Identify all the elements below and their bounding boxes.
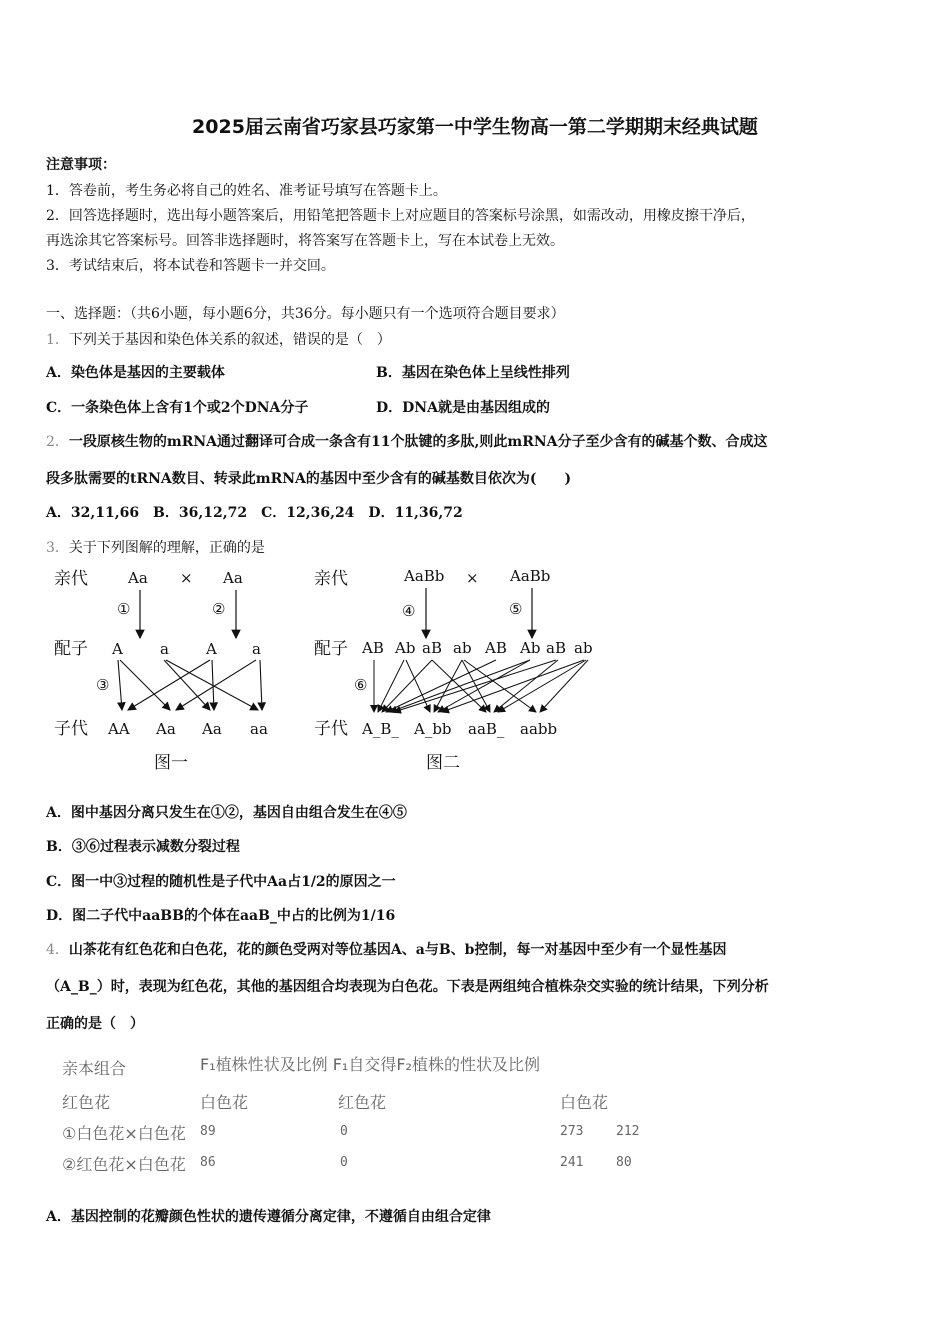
q4-number: 4． [46, 942, 69, 958]
q4-stem-2: （A_B_）时，表现为红色花，其他的基因组合均表现为白色花。下表是两组纯合植株杂交实验的统计结果，下列分析 [46, 979, 769, 995]
q1-number: 1． [46, 332, 69, 348]
fig2-offspring-1: A_B_ [362, 720, 399, 738]
table-row-2-combo: ②红色花×白色花 [62, 1155, 186, 1174]
fig1-step-3: ③ [96, 676, 110, 694]
table-row-2-v1: 86 [200, 1155, 216, 1170]
fig1-offspring-3: Aa [202, 720, 222, 738]
q2-text-1: 一段原核生物的mRNA通过翻译可合成一条含有11个肽键的多肽,则此mRNA分子至少含有的碱基个数、合成这 [68, 434, 768, 450]
fig2-parent-2: AaBb [510, 567, 551, 585]
fig1-caption: 图一 [154, 753, 188, 773]
fig1-offspring-1: AA [108, 720, 130, 738]
fig2-step-4: ④ [402, 602, 416, 620]
q4-stem-1 [46, 939, 726, 959]
q4-option-a: A．基因控制的花瓣颜色性状的遗传遵循分离定律，不遵循自由组合定律 [46, 1209, 491, 1225]
fig2-gamete-4: ab [453, 639, 472, 657]
figure-two [300, 560, 610, 780]
fig2-step-5: ⑤ [509, 600, 523, 618]
q3-option-a: A．图中基因分离只发生在①②，基因自由组合发生在④⑤ [46, 805, 407, 821]
fig1-offspring-2: Aa [156, 720, 176, 738]
table-row-2-v3: 241 [560, 1155, 584, 1170]
fig1-gamete-3: A [206, 640, 217, 658]
q2-stem-2: 段多肽需要的tRNA数目、转录此mRNA的基因中至少含有的碱基数目依次为( ) [46, 471, 572, 487]
fig1-gamete-2: a [160, 640, 169, 658]
table-sub-red-2: 红色花 [338, 1093, 387, 1112]
fig2-offspring-2: A_bb [414, 720, 452, 738]
q2-options: A．32,11,66 B．36,12,72 C．12,36,24 D．11,36,72 [46, 505, 463, 521]
q1-text: 下列关于基因和染色体关系的叙述，错误的是（ ） [68, 332, 391, 348]
q1-stem [46, 329, 391, 349]
q1-option-d: D．DNA就是由基因组成的 [376, 400, 550, 416]
fig2-gamete-label: 配子 [314, 639, 348, 659]
q4-stem-3: 正确的是（ ） [46, 1016, 144, 1032]
fig2-parent-label: 亲代 [314, 569, 348, 589]
q2-number: 2． [46, 434, 69, 450]
fig1-cross-symbol: × [180, 569, 193, 587]
section-heading: 一、选择题：（共6小题，每小题6分，共36分。每小题只有一个选项符合题目要求） [46, 306, 565, 322]
fig2-gamete-7: aB [546, 639, 566, 657]
figure-one [40, 560, 300, 780]
q3-stem [46, 537, 265, 557]
fig1-parent-1: Aa [128, 569, 148, 587]
table-sub-white-2: 白色花 [560, 1093, 609, 1112]
q4-text-1: 山茶花有红色花和白色花，花的颜色受两对等位基因A、a与B、b控制，每一对基因中至少有一个显性基因 [68, 942, 727, 958]
fig2-gamete-3: aB [422, 639, 442, 657]
q3-option-c: C．图一中③过程的随机性是子代中Aa占1/2的原因之一 [46, 874, 396, 890]
fig2-caption: 图二 [426, 753, 460, 773]
fig1-gamete-4: a [252, 640, 261, 658]
fig2-step-6: ⑥ [354, 676, 368, 694]
fig1-offspring-label: 子代 [54, 719, 88, 739]
q1-option-c: C．一条染色体上含有1个或2个DNA分子 [46, 400, 309, 416]
table-header-combo: 亲本组合 [62, 1059, 127, 1078]
table-header-f1-f2: F₁植株性状及比例 F₁自交得F₂植株的性状及比例 [200, 1055, 540, 1074]
notice-item-2-cont: 再选涂其它答案标号。回答非选择题时，将答案写在答题卡上，写在本试卷上无效。 [46, 233, 564, 249]
q3-option-b: B．③⑥过程表示减数分裂过程 [46, 839, 240, 855]
fig2-gamete-6: Ab [520, 639, 541, 657]
q4-results-table [60, 1050, 700, 1180]
fig2-gamete-5: AB [485, 639, 507, 657]
fig2-fertilization-arrows [374, 660, 588, 712]
q3-text: 关于下列图解的理解，正确的是 [68, 540, 265, 556]
fig1-parent-label: 亲代 [54, 569, 88, 589]
table-row-1-v3: 273 [560, 1124, 584, 1139]
fig1-step-2: ② [212, 600, 226, 618]
fig2-parent-1: AaBb [404, 567, 445, 585]
table-row-1-v4: 212 [616, 1124, 640, 1139]
fig1-offspring-4: aa [250, 720, 268, 738]
fig1-step-1: ① [117, 600, 131, 618]
table-row-2-v2: 0 [340, 1155, 348, 1170]
table-row-1-v2: 0 [340, 1124, 348, 1139]
fig2-offspring-label: 子代 [314, 719, 348, 739]
table-row-2-v4: 80 [616, 1155, 632, 1170]
table-sub-white-1: 白色花 [200, 1093, 249, 1112]
table-sub-red-1: 红色花 [62, 1093, 111, 1112]
notice-item-1: 1．答卷前，考生务必将自己的姓名、准考证号填写在答题卡上。 [46, 183, 447, 199]
notice-item-2: 2．回答选择题时，选出每小题答案后，用铅笔把答题卡上对应题目的答案标号涂黑，如需改动，用橡皮擦干净后， [46, 208, 755, 224]
fig2-cross-symbol: × [466, 569, 479, 587]
fig1-gamete-1: A [112, 640, 123, 658]
fig2-gamete-8: ab [574, 639, 593, 657]
page-title: 2025届云南省巧家县巧家第一中学生物高一第二学期期末经典试题 [192, 116, 758, 138]
q3-option-d: D．图二子代中aaBB的个体在aaB_中占的比例为1/16 [46, 908, 396, 924]
q2-stem-1 [46, 431, 768, 451]
q1-option-a: A．染色体是基因的主要载体 [46, 365, 225, 381]
notice-heading: 注意事项： [46, 157, 116, 173]
fig2-offspring-4: aabb [520, 720, 558, 738]
table-row-1-combo: ①白色花×白色花 [62, 1124, 186, 1143]
fig2-gamete-2: Ab [395, 639, 416, 657]
q3-number: 3． [46, 540, 69, 556]
fig1-fertilization-arrows [118, 660, 262, 710]
q1-option-b: B．基因在染色体上呈线性排列 [376, 365, 570, 381]
fig2-offspring-3: aaB_ [468, 720, 505, 738]
notice-item-3: 3．考试结束后，将本试卷和答题卡一并交回。 [46, 258, 335, 274]
fig1-gamete-label: 配子 [54, 639, 88, 659]
fig1-parent-2: Aa [223, 569, 243, 587]
fig2-gamete-1: AB [362, 639, 384, 657]
table-row-1-v1: 89 [200, 1124, 216, 1139]
